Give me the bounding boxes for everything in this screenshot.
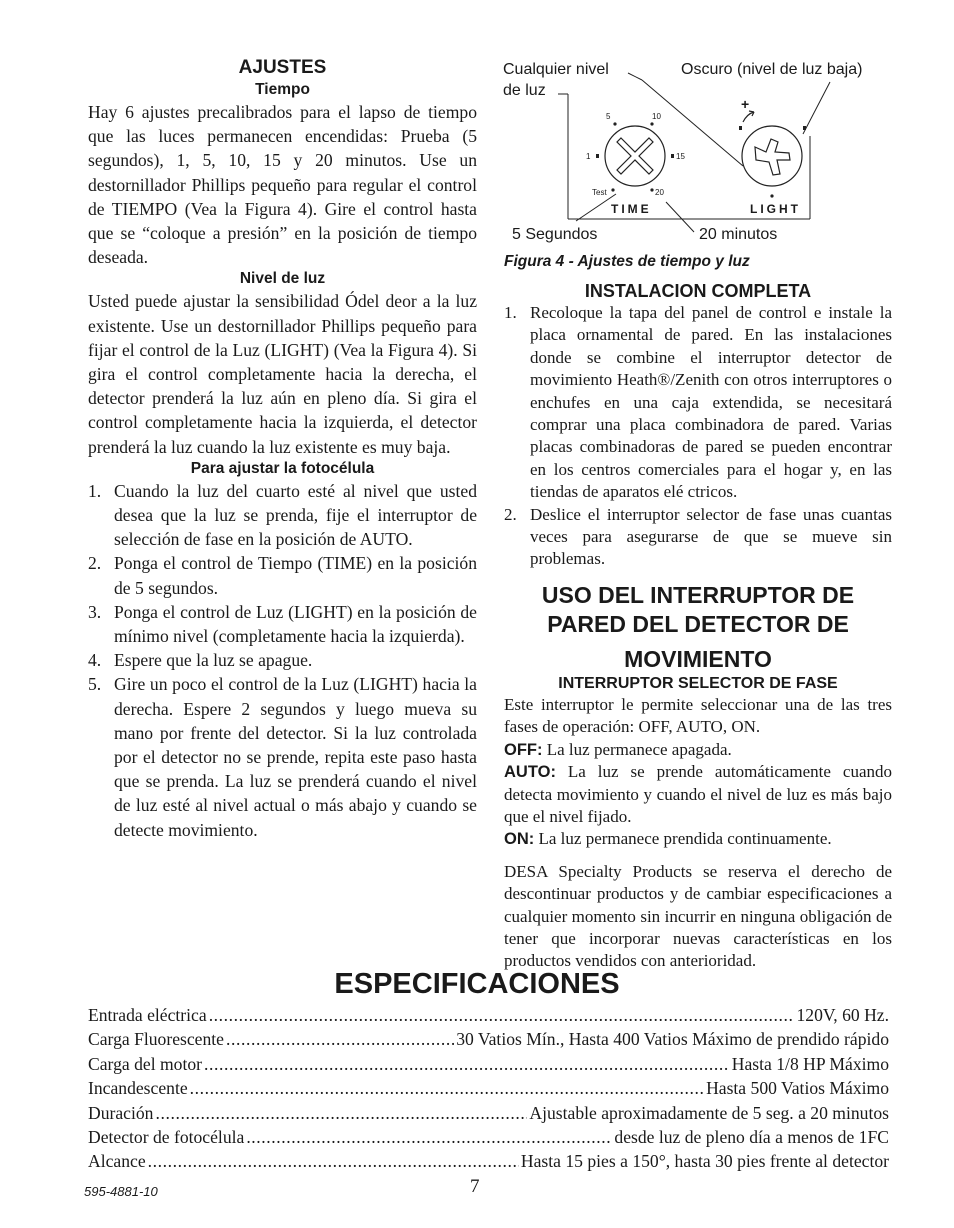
time-label: TIME	[611, 202, 652, 216]
label-5-segundos: 5 Segundos	[512, 226, 598, 243]
spec-value: Hasta 500 Vatios Máximo	[706, 1078, 889, 1099]
label-any-light-line2: de luz	[503, 82, 546, 99]
step-text: Cuando la luz del cuarto esté al nivel que usted desea que la luz se prenda, fije el interruptor de selección de fase en la posición de AUTO.	[114, 480, 477, 550]
tick-10: 10	[652, 112, 661, 121]
step-number: 3.	[88, 601, 102, 622]
spec-value: 120V, 60 Hz.	[796, 1005, 889, 1025]
tiempo-heading: Tiempo	[255, 81, 310, 98]
step-text: Deslice el interruptor selector de fase unas cuantas veces para asegurarse de que se mueve sin problemas.	[530, 504, 892, 569]
desa-paragraph: DESA Specialty Products se reserva el derecho de descontinuar productos y de cambiar especificaciones a cualquier momento sin incurrir en ninguna obligación de tener que incorporar nuevas características en los productos vendidos con anterioridad.	[504, 861, 892, 971]
spec-row	[88, 1027, 889, 1051]
spec-label: Detector de fotocélula	[88, 1127, 245, 1148]
auto-label: AUTO:	[504, 763, 556, 782]
label-20-minutos: 20 minutos	[699, 226, 778, 243]
tick-1: 1	[586, 152, 591, 161]
selector-heading: INTERRUPTOR SELECTOR DE FASE	[558, 674, 838, 692]
figure-caption: Figura 4 - Ajustes de tiempo y luz	[504, 253, 750, 270]
dot-leader	[148, 1149, 519, 1173]
step-number: 1.	[504, 303, 517, 322]
spec-row	[88, 1076, 889, 1100]
plus-sign: +	[741, 96, 750, 112]
list-item	[88, 479, 477, 552]
spec-label: Carga del motor	[88, 1053, 203, 1074]
list-item	[88, 648, 477, 672]
step-text: Recoloque la tapa del panel de control e instale la placa ornamental de pared. En las instalaciones donde se combine el interruptor detector de movimiento Heath®/Zenith con otros interruptores o enchufes en una caja extendida, se necesitará comprar una placa combinadora de pared. Varias placas combinadoras de pared se pueden encontrar en los centros comerciales para el hogar y, en las tiendas de aparatos elé ctricos.	[530, 303, 892, 502]
dot-leader	[204, 1052, 730, 1076]
spec-label: Duración	[88, 1102, 154, 1123]
document-code: 595-4881-10	[84, 1184, 158, 1199]
tick-5: 5	[606, 112, 611, 121]
nivel-luz-heading: Nivel de luz	[239, 270, 326, 288]
list-item	[88, 672, 477, 841]
step-text: Espere que la luz se apague.	[114, 650, 313, 671]
spec-row	[88, 1052, 889, 1076]
spec-value: desde luz de pleno día a menos de 1FC	[614, 1127, 889, 1148]
list-item	[88, 551, 477, 599]
fotocelula-steps	[88, 479, 477, 842]
instalacion-heading: INSTALACION COMPLETA	[584, 281, 812, 301]
step-number: 1.	[88, 480, 102, 501]
tiempo-paragraph: Hay 6 ajustes precalibrados para el lapso de tiempo que las luces permanecen encendidas: Prueba (5 segundos), 1, 5, 10, 15 y 20 minutos. Use un destornillador Phillips pequeño para regular el control de TIEMPO (Vea la Figura 4). Gire el control hasta que se “coloque a presión” en la posición de tiempo deseada.	[88, 102, 477, 268]
off-paragraph	[504, 739, 892, 761]
instalacion-steps	[504, 302, 892, 571]
on-label: ON:	[504, 830, 535, 849]
auto-paragraph	[504, 761, 892, 828]
uso-heading-line2: PARED DEL DETECTOR DE	[547, 610, 849, 637]
uso-heading-line3: MOVIMIENTO	[624, 645, 772, 672]
spec-label: Alcance	[88, 1151, 146, 1172]
list-item	[504, 302, 892, 504]
spec-label: Incandescente	[88, 1078, 188, 1099]
step-number: 4.	[88, 650, 102, 671]
dot-leader	[246, 1125, 612, 1149]
on-paragraph	[504, 828, 892, 850]
off-label: OFF:	[504, 740, 543, 759]
dot-leader	[226, 1027, 454, 1051]
tick-15: 15	[676, 152, 685, 161]
dial-diagram	[500, 56, 900, 246]
figure-4	[500, 56, 900, 276]
label-any-light-line1: Cualquier nivel	[503, 61, 609, 78]
dot-leader	[209, 1003, 795, 1027]
off-text: La luz permanece apagada.	[542, 739, 732, 759]
left-column	[88, 56, 477, 842]
spec-value: 30 Vatios Mín., Hasta 400 Vatios Máximo de prendido rápido	[456, 1029, 889, 1050]
specs-title: ESPECIFICACIONES	[334, 968, 620, 1000]
auto-text: La luz se prende automáticamente cuando detecta movimiento y cuando el nivel de luz es más bajo que el nivel fijado.	[504, 762, 892, 826]
right-column	[504, 280, 892, 973]
list-item	[88, 600, 477, 648]
on-text: La luz permanece prendida continuamente.	[534, 829, 832, 849]
spec-value: Ajustable aproximadamente de 5 seg. a 20 minutos	[529, 1102, 889, 1123]
tick-20: 20	[655, 188, 664, 197]
spec-value: Hasta 1/8 HP Máximo	[731, 1053, 889, 1074]
selector-paragraph: Este interruptor le permite seleccionar una de las tres fases de operación: OFF, AUTO, ON.	[504, 694, 892, 737]
spec-row	[88, 1101, 889, 1125]
step-number: 2.	[504, 504, 517, 524]
tick-test: Test	[592, 188, 607, 197]
dot-leader	[190, 1076, 704, 1100]
label-dark: Oscuro (nivel de luz baja)	[681, 61, 863, 78]
dot-leader	[155, 1101, 527, 1125]
spec-label: Entrada eléctrica	[88, 1005, 207, 1025]
step-text: Ponga el control de Tiempo (TIME) en la posición de 5 segundos.	[114, 553, 477, 598]
spec-row	[88, 1003, 889, 1027]
spec-label: Carga Fluorescente	[88, 1029, 224, 1050]
page-number: 7	[470, 1176, 480, 1197]
fotocelula-heading: Para ajustar la fotocélula	[190, 459, 375, 477]
step-text: Gire un poco el control de la Luz (LIGHT) hacia la derecha. Espere 2 segundos y luego mueva su mano por frente del detector. Si la luz controlada por el detector no se prende, repita este paso hasta que se prenda. La luz se prenderá cuando el nivel de luz esté al nivel actual o más abajo y cuando se detecte movimiento.	[114, 674, 477, 840]
list-item	[504, 504, 892, 571]
spec-row	[88, 1125, 889, 1149]
nivel-luz-paragraph: Usted puede ajustar la sensibilidad Ódel deor a la luz existente. Use un destornillador Phillips pequeño para fijar el control de la Luz (LIGHT) (Vea la Figura 4). Si gira el control completamente hacia la derecha, el detector prenderá la luz aún en pleno día. Si gira el control completamente hacia la izquierda, el detector prenderá la luz cuando la luz existente es muy baja.	[88, 291, 477, 457]
spec-row	[88, 1149, 889, 1173]
step-text: Ponga el control de Luz (LIGHT) en la posición de mínimo nivel (completamente hacia la izquierda).	[114, 601, 477, 647]
step-number: 2.	[88, 553, 102, 574]
spec-value: Hasta 15 pies a 150°, hasta 30 pies frente al detector	[520, 1151, 889, 1172]
uso-heading-line1: USO DEL INTERRUPTOR DE	[541, 581, 855, 608]
light-label: LIGHT	[750, 202, 801, 216]
time-dial	[605, 126, 665, 186]
step-number: 5.	[88, 674, 102, 695]
ajustes-heading: AJUSTES	[238, 57, 327, 78]
specs-list	[88, 1003, 889, 1174]
light-dial	[742, 126, 802, 186]
